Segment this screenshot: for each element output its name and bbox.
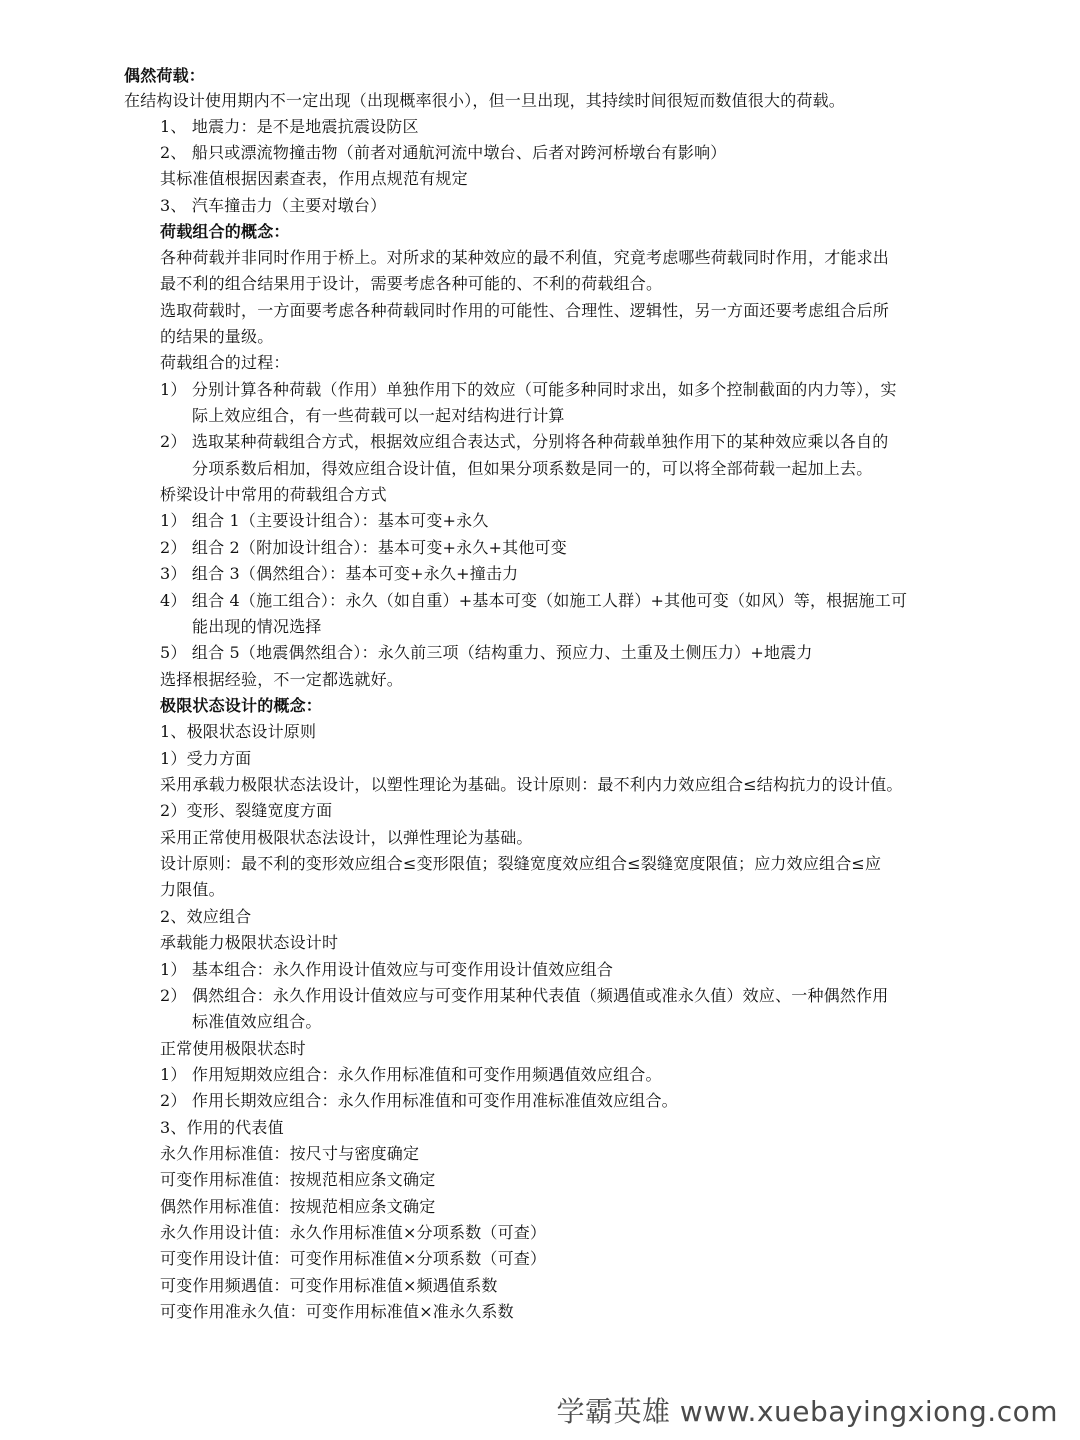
- paragraph: 采用正常使用极限状态法设计，以弹性理论为基础。: [160, 828, 533, 847]
- paragraph: 的结果的量级。: [160, 327, 274, 346]
- list-item: 2） 组合 2（附加设计组合）：基本可变+永久+其他可变: [160, 538, 567, 557]
- definition-line: 可变作用标准值：按规范相应条文确定: [160, 1170, 436, 1189]
- list-item-continuation: 分项系数后相加，得效应组合设计值，但如果分项系数是同一的，可以将全部荷载一起加上去。: [192, 459, 873, 478]
- subheading: 桥梁设计中常用的荷载组合方式: [160, 485, 387, 504]
- heading-load-combination: 荷载组合的概念：: [160, 222, 290, 241]
- definition-line: 可变作用准永久值：可变作用标准值×准永久系数: [160, 1302, 514, 1321]
- definition-line: 永久作用设计值：永久作用标准值×分项系数（可查）: [160, 1223, 547, 1242]
- list-item: 3、 汽车撞击力（主要对墩台）: [160, 196, 387, 215]
- subheading: 1）受力方面: [160, 749, 252, 768]
- list-item: 1） 组合 1（主要设计组合）：基本可变+永久: [160, 511, 489, 530]
- list-item-continuation: 际上效应组合，有一些荷载可以一起对结构进行计算: [192, 406, 565, 425]
- list-item: 1、 地震力：是不是地震抗震设防区: [160, 117, 419, 136]
- definition-line: 可变作用设计值：可变作用标准值×分项系数（可查）: [160, 1249, 547, 1268]
- list-item: 1） 作用短期效应组合：永久作用标准值和可变作用频遇值效应组合。: [160, 1065, 662, 1084]
- definition-line: 偶然作用标准值：按规范相应条文确定: [160, 1197, 436, 1216]
- paragraph: 各种荷载并非同时作用于桥上。对所求的某种效应的最不利值，究竟考虑哪些荷载同时作用，才能求出: [160, 248, 890, 267]
- list-item-continuation: 能出现的情况选择: [192, 617, 322, 636]
- list-item: 5） 组合 5（地震偶然组合）：永久前三项（结构重力、预应力、土重及土侧压力）+地震力: [160, 643, 813, 662]
- list-item: 1） 分别计算各种荷载（作用）单独作用下的效应（可能多种同时求出，如多个控制截面的内力等），实: [160, 380, 897, 399]
- paragraph: 其标准值根据因素查表，作用点规范有规定: [160, 169, 468, 188]
- paragraph: 采用承载力极限状态法设计，以塑性理论为基础。设计原则：最不利内力效应组合≤结构抗力的设计值。: [160, 775, 903, 794]
- paragraph: 在结构设计使用期内不一定出现（出现概率很小），但一旦出现，其持续时间很短而数值很大的荷载。: [124, 91, 846, 110]
- list-item: 3） 组合 3（偶然组合）：基本可变+永久+撞击力: [160, 564, 519, 583]
- subheading: 2、效应组合: [160, 907, 252, 926]
- list-item: 2） 作用长期效应组合：永久作用标准值和可变作用准标准值效应组合。: [160, 1091, 678, 1110]
- paragraph: 选取荷载时，一方面要考虑各种荷载同时作用的可能性、合理性、逻辑性，另一方面还要考虑组合后所: [160, 301, 890, 320]
- paragraph: 力限值。: [160, 880, 225, 899]
- list-item: 2、 船只或漂流物撞击物（前者对通航河流中墩台、后者对跨河桥墩台有影响）: [160, 143, 727, 162]
- definition-line: 可变作用频遇值：可变作用标准值×频遇值系数: [160, 1276, 498, 1295]
- subheading: 1、极限状态设计原则: [160, 722, 317, 741]
- list-item-continuation: 标准值效应组合。: [192, 1012, 322, 1031]
- heading-accidental-loads: 偶然荷载：: [124, 66, 206, 85]
- site-watermark: 学霸英雄 www.xuebayingxiong.com: [556, 1395, 1058, 1428]
- subheading: 2）变形、裂缝宽度方面: [160, 801, 333, 820]
- paragraph: 选择根据经验，不一定都选就好。: [160, 670, 404, 689]
- subheading: 荷载组合的过程：: [160, 353, 290, 372]
- definition-line: 永久作用标准值：按尺寸与密度确定: [160, 1144, 420, 1163]
- list-item: 2） 选取某种荷载组合方式，根据效应组合表达式，分别将各种荷载单独作用下的某种效应乘以各自的: [160, 432, 889, 451]
- paragraph: 设计原则：最不利的变形效应组合≤变形限值；裂缝宽度效应组合≤裂缝宽度限值；应力效应组合≤应: [160, 854, 882, 873]
- list-item: 4） 组合 4（施工组合）：永久（如自重）+基本可变（如施工人群）+其他可变（如风）等，根据施工可: [160, 591, 908, 610]
- subheading: 承载能力极限状态设计时: [160, 933, 339, 952]
- subheading: 3、作用的代表值: [160, 1118, 284, 1137]
- heading-limit-state-design: 极限状态设计的概念：: [160, 696, 323, 715]
- list-item: 2） 偶然组合：永久作用设计值效应与可变作用某种代表值（频遇值或准永久值）效应、一种偶然作用: [160, 986, 889, 1005]
- paragraph: 最不利的组合结果用于设计，需要考虑各种可能的、不利的荷载组合。: [160, 274, 663, 293]
- list-item: 1） 基本组合：永久作用设计值效应与可变作用设计值效应组合: [160, 960, 614, 979]
- subheading: 正常使用极限状态时: [160, 1039, 306, 1058]
